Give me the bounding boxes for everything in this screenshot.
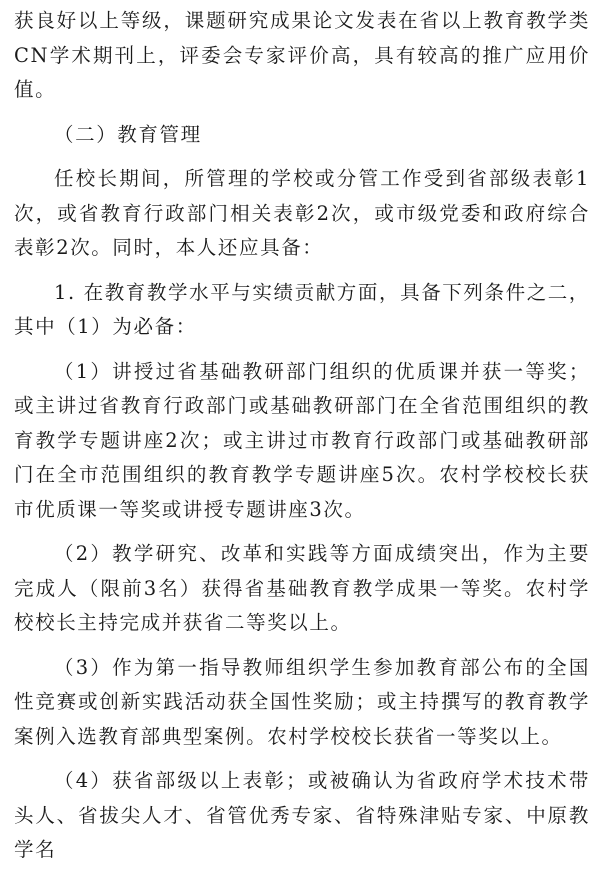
document-page [14,4,590,878]
paragraph-principal-requirements: 任校长期间，所管理的学校或分管工作受到省部级表彰1次，或省教育行政部门相关表彰2次，或市级党委和政府综合表彰2次。同时，本人还应具备： [14,167,590,259]
paragraph-subitem-2: （2）教学研究、改革和实践等方面成绩突出，作为主要完成人（限前3名）获得省基础教育教学成果一等奖。农村学校校长主持完成并获省二等奖以上。 [14,542,590,634]
paragraph-subitem-1: （1）讲授过省基础教研部门组织的优质课并获一等奖；或主讲过省教育行政部门或基础教研部门在全省范围组织的教育教学专题讲座2次；或主讲过市教育行政部门或基础教研部门在全市范围组织的教育教学专题讲座5次。农村学校校长获市优质课一等奖或讲授专题讲座3次。 [14,359,590,521]
section-heading-education-management: （二）教育管理 [54,122,202,146]
paragraph-subitem-3: （3）作为第一指导教师组织学生参加教育部公布的全国性竞赛或创新实践活动获全国性奖励；或主持撰写的教育教学案例入选教育部典型案例。农村学校校长获省一等奖以上。 [14,655,590,748]
paragraph-continuation: 获良好以上等级，课题研究成果论文发表在省以上教育教学类CN学术期刊上，评委会专家评价高，具有较高的推广应用价值。 [14,9,590,101]
paragraph-subitem-4: （4）获省部级以上表彰；或被确认为省政府学术技术带头人、省拔尖人才、省管优秀专家、省特殊津贴专家、中原教学名 [14,769,590,861]
paragraph-item-1: 1. 在教育教学水平与实绩贡献方面，具备下列条件之二，其中（1）为必备： [14,280,591,338]
